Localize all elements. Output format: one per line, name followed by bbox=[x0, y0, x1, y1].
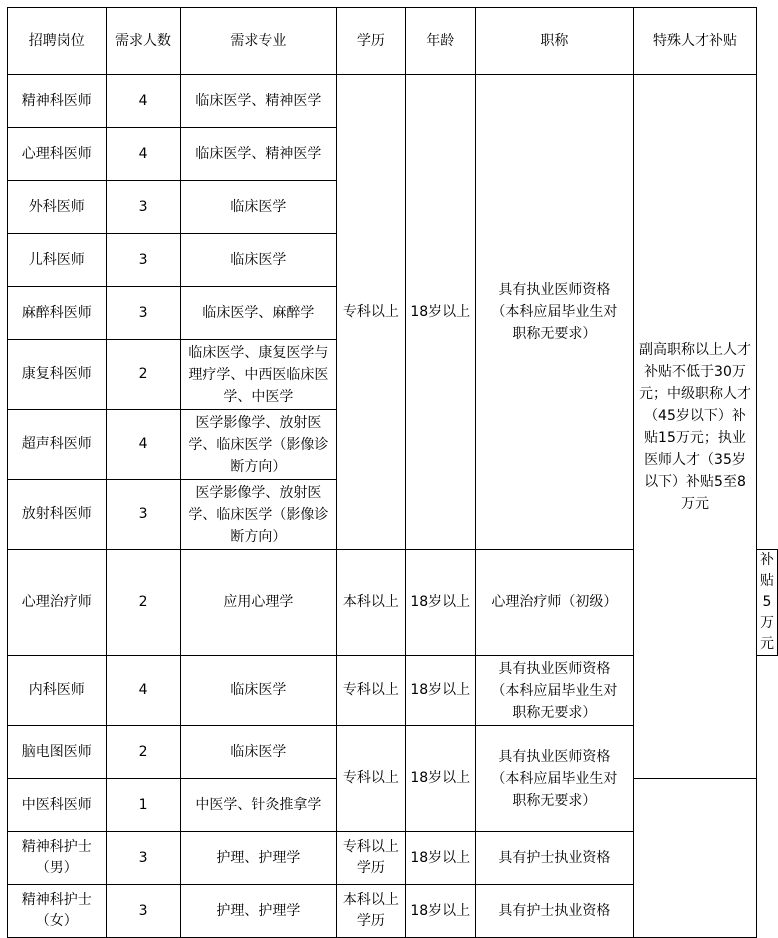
cell-age: 18岁以上 bbox=[405, 885, 475, 938]
cell-position: 儿科医师 bbox=[8, 234, 107, 287]
cell-count: 3 bbox=[106, 832, 180, 885]
cell-education: 专科以上 bbox=[337, 656, 405, 726]
cell-position: 精神科护士（女） bbox=[8, 885, 107, 938]
cell-age-merged: 18岁以上 bbox=[405, 75, 475, 550]
cell-count: 3 bbox=[106, 480, 180, 550]
cell-title: 具有护士执业资格 bbox=[475, 885, 633, 938]
table-row bbox=[8, 75, 778, 128]
cell-position: 心理治疗师 bbox=[8, 550, 107, 656]
cell-position: 中医科医师 bbox=[8, 779, 107, 832]
cell-major: 临床医学、康复医学与理疗学、中西医临床医学、中医学 bbox=[180, 340, 337, 410]
cell-major: 临床医学 bbox=[180, 181, 337, 234]
cell-major: 医学影像学、放射医学、临床医学（影像诊断方向） bbox=[180, 410, 337, 480]
cell-major: 临床医学 bbox=[180, 656, 337, 726]
header-major: 需求专业 bbox=[180, 8, 337, 75]
cell-major: 医学影像学、放射医学、临床医学（影像诊断方向） bbox=[180, 480, 337, 550]
cell-position: 康复科医师 bbox=[8, 340, 107, 410]
cell-count: 1 bbox=[106, 779, 180, 832]
cell-major: 护理、护理学 bbox=[180, 885, 337, 938]
cell-major: 应用心理学 bbox=[180, 550, 337, 656]
cell-count: 2 bbox=[106, 340, 180, 410]
cell-education: 本科以上学历 bbox=[337, 885, 405, 938]
cell-count: 4 bbox=[106, 410, 180, 480]
header-education: 学历 bbox=[337, 8, 405, 75]
cell-major: 临床医学 bbox=[180, 726, 337, 779]
cell-education: 本科以上 bbox=[337, 550, 405, 656]
header-position: 招聘岗位 bbox=[8, 8, 107, 75]
cell-count: 3 bbox=[106, 234, 180, 287]
cell-position: 麻醉科医师 bbox=[8, 287, 107, 340]
cell-major: 护理、护理学 bbox=[180, 832, 337, 885]
header-age: 年龄 bbox=[405, 8, 475, 75]
cell-title-merged-2: 具有执业医师资格（本科应届毕业生对职称无要求） bbox=[475, 726, 633, 832]
cell-age: 18岁以上 bbox=[405, 550, 475, 656]
cell-position: 脑电图医师 bbox=[8, 726, 107, 779]
cell-count: 2 bbox=[106, 550, 180, 656]
cell-position: 心理科医师 bbox=[8, 128, 107, 181]
cell-position: 精神科护士（男） bbox=[8, 832, 107, 885]
cell-count: 3 bbox=[106, 181, 180, 234]
header-subsidy: 特殊人才补贴 bbox=[633, 8, 756, 75]
header-row bbox=[8, 8, 778, 75]
cell-title-merged: 具有执业医师资格（本科应届毕业生对职称无要求） bbox=[475, 75, 633, 550]
cell-position: 精神科医师 bbox=[8, 75, 107, 128]
cell-title: 心理治疗师（初级） bbox=[475, 550, 633, 656]
cell-major: 临床医学、精神医学 bbox=[180, 75, 337, 128]
cell-major: 临床医学、精神医学 bbox=[180, 128, 337, 181]
cell-title: 具有护士执业资格 bbox=[475, 832, 633, 885]
cell-count: 4 bbox=[106, 128, 180, 181]
cell-position: 内科医师 bbox=[8, 656, 107, 726]
cell-age: 18岁以上 bbox=[405, 656, 475, 726]
cell-major: 临床医学、麻醉学 bbox=[180, 287, 337, 340]
header-count: 需求人数 bbox=[106, 8, 180, 75]
header-title: 职称 bbox=[475, 8, 633, 75]
cell-subsidy-empty bbox=[633, 779, 756, 938]
cell-subsidy: 补贴5万元 bbox=[757, 550, 778, 656]
cell-position: 超声科医师 bbox=[8, 410, 107, 480]
cell-education-merged: 专科以上 bbox=[337, 75, 405, 550]
cell-title: 具有执业医师资格（本科应届毕业生对职称无要求） bbox=[475, 656, 633, 726]
cell-subsidy-merged: 副高职称以上人才补贴不低于30万元；中级职称人才（45岁以下）补贴15万元；执业医师人才（35岁以下）补贴5至8万元 bbox=[633, 75, 756, 779]
recruitment-table bbox=[7, 7, 778, 938]
cell-position: 外科医师 bbox=[8, 181, 107, 234]
cell-count: 4 bbox=[106, 75, 180, 128]
cell-age: 18岁以上 bbox=[405, 832, 475, 885]
cell-count: 3 bbox=[106, 885, 180, 938]
cell-count: 2 bbox=[106, 726, 180, 779]
cell-major: 中医学、针灸推拿学 bbox=[180, 779, 337, 832]
cell-education-merged-2: 专科以上 bbox=[337, 726, 405, 832]
cell-education: 专科以上学历 bbox=[337, 832, 405, 885]
cell-count: 3 bbox=[106, 287, 180, 340]
cell-major: 临床医学 bbox=[180, 234, 337, 287]
cell-age-merged-2: 18岁以上 bbox=[405, 726, 475, 832]
cell-count: 4 bbox=[106, 656, 180, 726]
cell-position: 放射科医师 bbox=[8, 480, 107, 550]
